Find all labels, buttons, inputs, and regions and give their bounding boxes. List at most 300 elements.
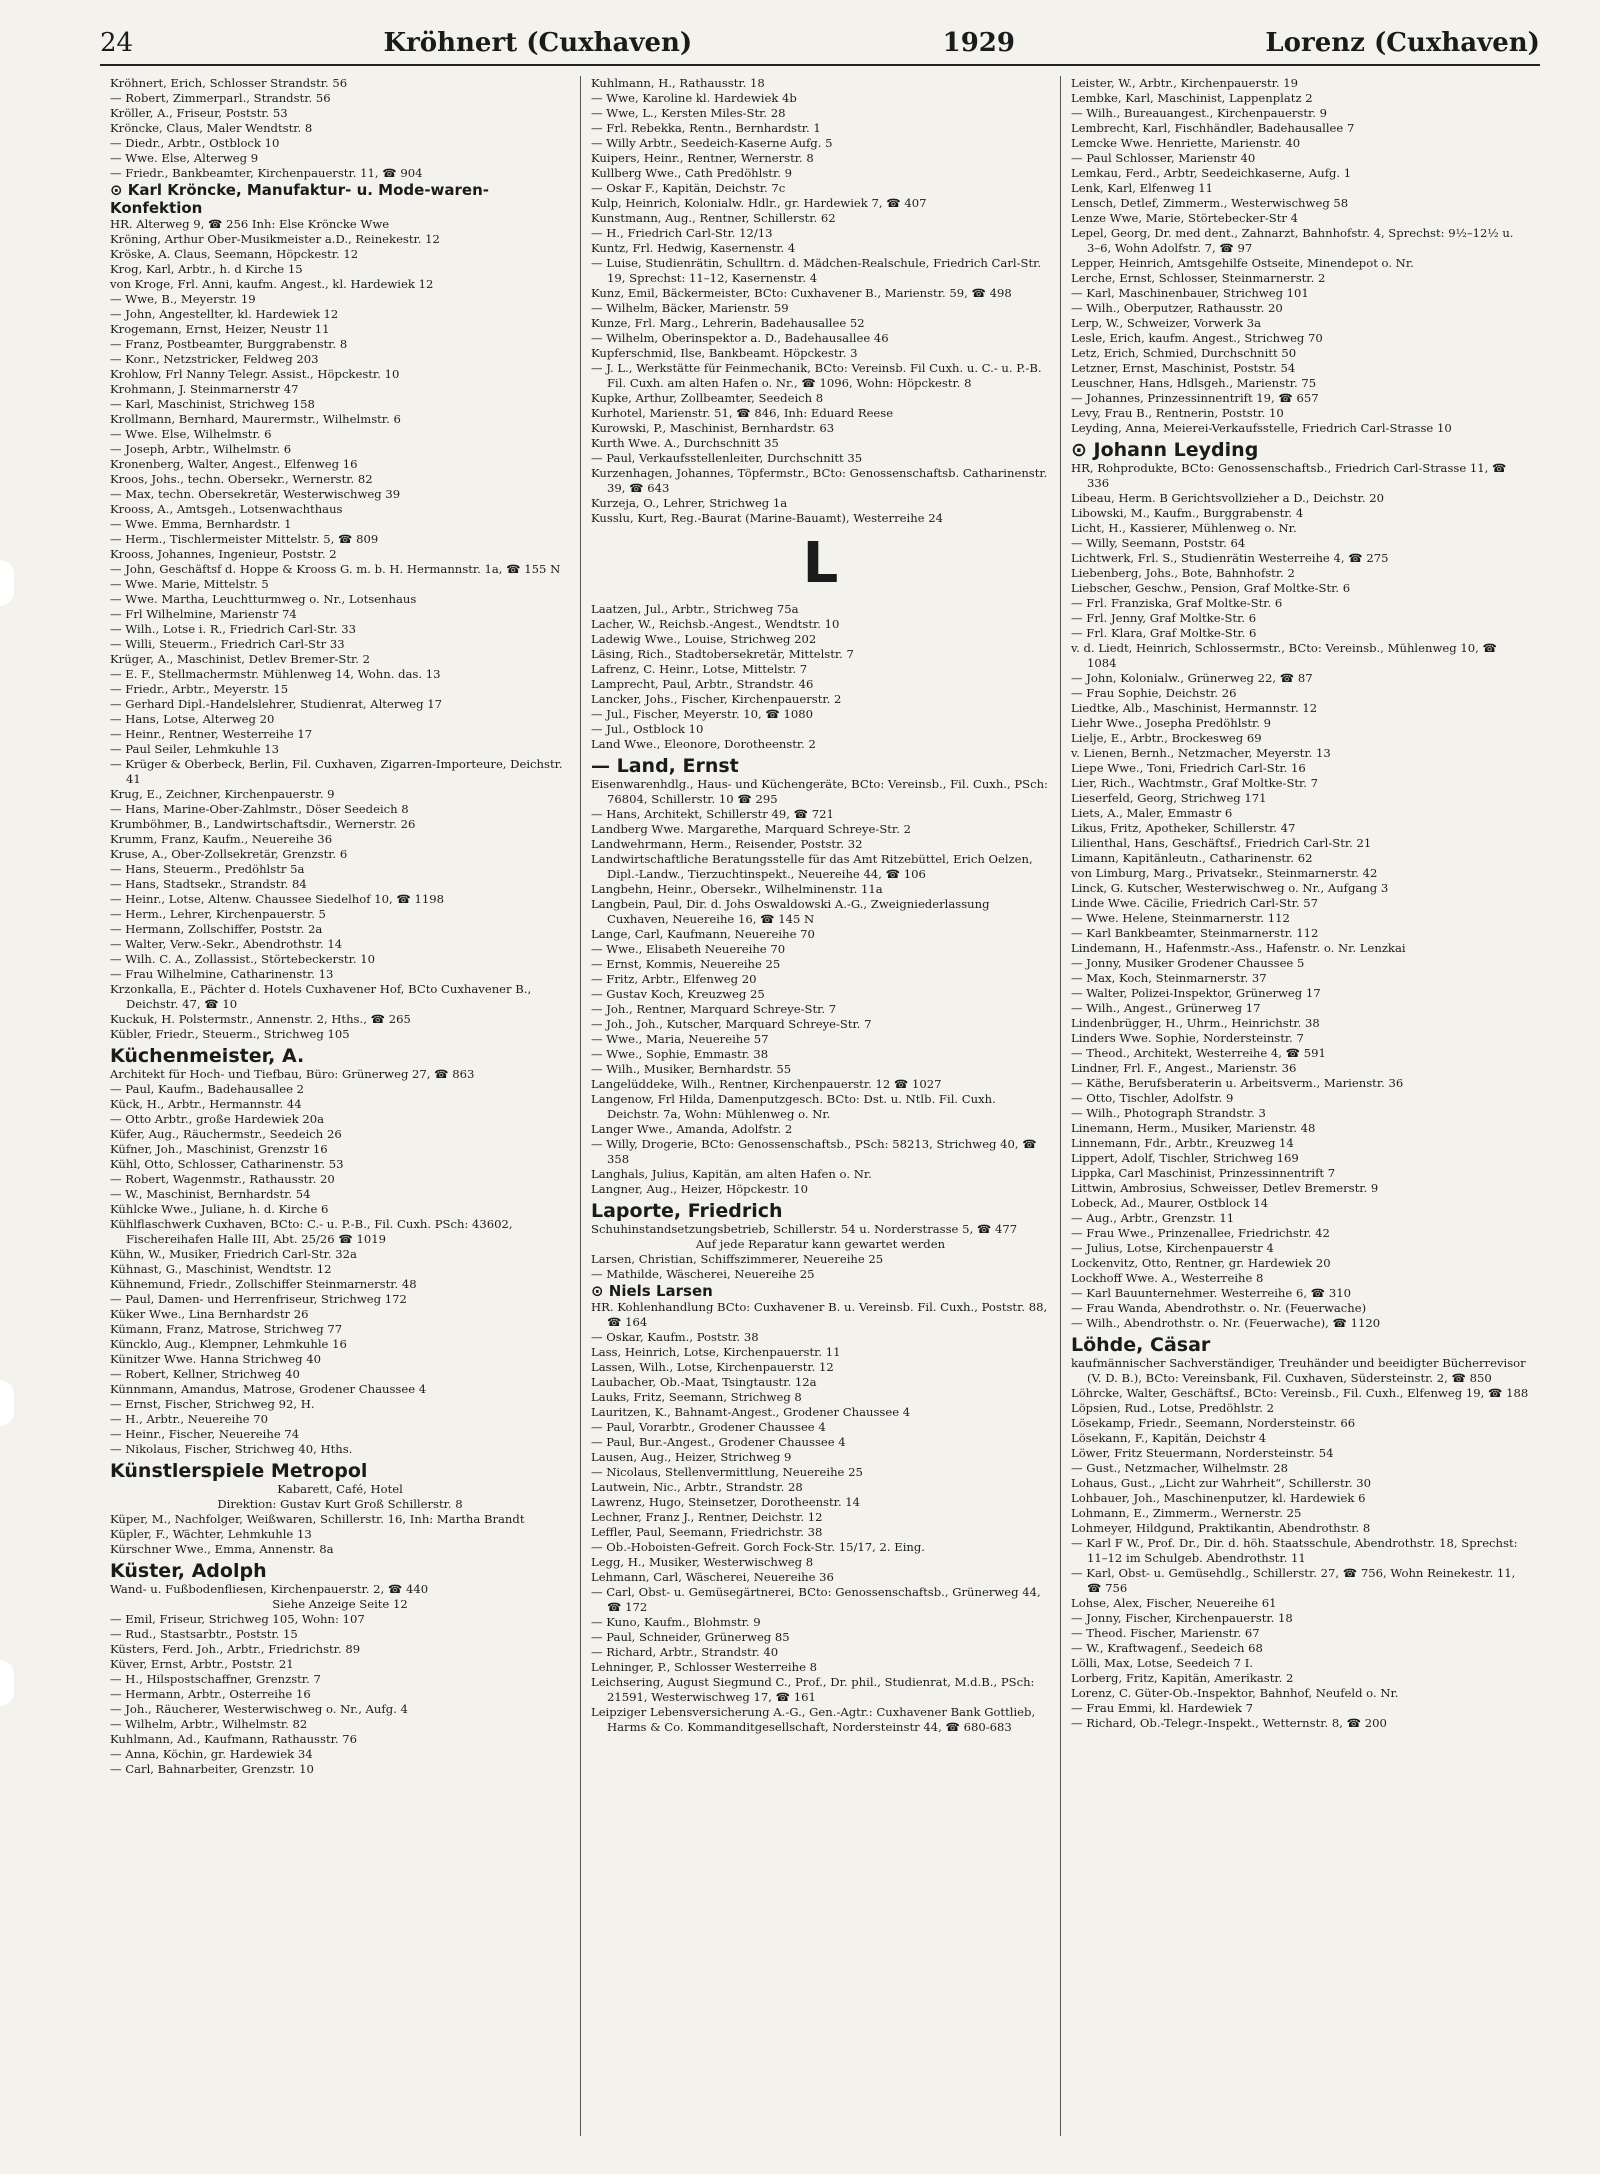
directory-entry: — Käthe, Berufsberaterin u. Arbeitsverm., Marienstr. 36	[1071, 1076, 1404, 1090]
directory-entry: Lauritzen, K., Bahnamt-Angest., Grodener Chaussee 4	[591, 1405, 911, 1419]
directory-entry: — Frau Sophie, Deichstr. 26	[1071, 686, 1237, 700]
left-running-title: Kröhnert (Cuxhaven)	[383, 28, 693, 58]
directory-entry: Kuhlmann, Ad., Kaufmann, Rathausstr. 76	[110, 1732, 358, 1746]
display-entry: ⊙ Johann Leyding	[1071, 439, 1259, 461]
directory-entry: Larsen, Christian, Schiffszimmerer, Neuereihe 25	[591, 1252, 884, 1266]
directory-entry: — Wilh., Musiker, Bernhardstr. 55	[591, 1062, 792, 1076]
directory-entry: — Franz, Postbeamter, Burggrabenstr. 8	[110, 337, 348, 351]
directory-entry: Lölli, Max, Lotse, Seedeich 7 I.	[1071, 1656, 1254, 1670]
entry-note: Direktion: Gustav Kurt Groß Schillerstr. 8	[217, 1497, 463, 1511]
directory-entry: — Karl, Maschinenbauer, Strichweg 101	[1071, 286, 1309, 300]
directory-entry: — Wwe, L., Kersten Miles-Str. 28	[591, 106, 786, 120]
directory-entry: Küker Wwe., Lina Bernhardstr 26	[110, 1307, 309, 1321]
directory-entry: Wand- u. Fußbodenfliesen, Kirchenpauerstr. 2, ☎ 440	[110, 1582, 429, 1596]
directory-entry: — Max, techn. Obersekretär, Westerwischweg 39	[110, 487, 401, 501]
punch-hole	[0, 1380, 14, 1426]
directory-entry: Lorberg, Fritz, Kapitän, Amerikastr. 2	[1071, 1671, 1294, 1685]
directory-entry: — Krüger & Oberbeck, Berlin, Fil. Cuxhaven, Zigarren-Importeure, Deichstr. 41	[110, 757, 563, 786]
directory-entry: — Frl. Klara, Graf Moltke-Str. 6	[1071, 626, 1257, 640]
display-entry: ⊙ Niels Larsen	[591, 1282, 713, 1300]
entry-note: Auf jede Reparatur kann gewartet werden	[695, 1237, 946, 1251]
directory-entry: Lemkau, Ferd., Arbtr, Seedeichkaserne, Aufg. 1	[1071, 166, 1352, 180]
directory-entry: Linemann, Herm., Musiker, Marienstr. 48	[1071, 1121, 1316, 1135]
directory-entry: — Hans, Marine-Ober-Zahlmstr., Döser Seedeich 8	[110, 802, 409, 816]
directory-entry: Licht, H., Kassierer, Mühlenweg o. Nr.	[1071, 521, 1297, 535]
directory-entry: Liepe Wwe., Toni, Friedrich Carl-Str. 16	[1071, 761, 1306, 775]
directory-entry: — Paul, Bur.-Angest., Grodener Chaussee 4	[591, 1435, 846, 1449]
directory-entry: — Wwe. Else, Wilhelmstr. 6	[110, 427, 272, 441]
directory-entry: Lindner, Frl. F., Angest., Marienstr. 36	[1071, 1061, 1297, 1075]
directory-entry: Kullberg Wwe., Cath Predöhlstr. 9	[591, 166, 792, 180]
directory-entry: — Wilh., Angest., Grünerweg 17	[1071, 1001, 1261, 1015]
directory-entry: Kuipers, Heinr., Rentner, Wernerstr. 8	[591, 151, 814, 165]
directory-entry: — Joh., Räucherer, Westerwischweg o. Nr., Aufg. 4	[110, 1702, 408, 1716]
directory-entry: Lawrenz, Hugo, Steinsetzer, Dorotheenstr. 14	[591, 1495, 861, 1509]
directory-entry: — J. L., Werkstätte für Feinmechanik, BCto: Vereinsb. Fil Cuxh. u. C.- u. P.-B. Fil. Cuxh. am alten Hafen o. Nr., ☎ 1096, Wohn: Höpckestr. 8	[591, 361, 1042, 390]
directory-entry: Lassen, Wilh., Lotse, Kirchenpauerstr. 12	[591, 1360, 834, 1374]
directory-entry: — Heinr., Fischer, Neuereihe 74	[110, 1427, 300, 1441]
directory-entry: — Wilh., Abendrothstr. o. Nr. (Feuerwache), ☎ 1120	[1071, 1316, 1381, 1330]
directory-entry: — Wilh., Oberputzer, Rathausstr. 20	[1071, 301, 1283, 315]
directory-entry: — W., Maschinist, Bernhardstr. 54	[110, 1187, 311, 1201]
directory-entry: Kuntz, Frl. Hedwig, Kasernenstr. 4	[591, 241, 796, 255]
directory-entry: — Wwe. Martha, Leuchtturmweg o. Nr., Lotsenhaus	[110, 592, 417, 606]
directory-entry: Kurzeja, O., Lehrer, Strichweg 1a	[591, 496, 788, 510]
directory-entry: Krüger, A., Maschinist, Detlev Bremer-Str. 2	[110, 652, 371, 666]
directory-entry: Kühlflaschwerk Cuxhaven, BCto: C.- u. P.-B., Fil. Cuxh. PSch: 43602, Fischereihafen Halle III, Abt. 25/26 ☎ 1019	[110, 1217, 513, 1246]
directory-entry: — Carl, Bahnarbeiter, Grenzstr. 10	[110, 1762, 314, 1776]
directory-entry: — H., Friedrich Carl-Str. 12/13	[591, 226, 773, 240]
directory-entry: — Friedr., Bankbeamter, Kirchenpauerstr. 11, ☎ 904	[110, 166, 423, 180]
directory-entry: HR. Alterweg 9, ☎ 256 Inh: Else Kröncke Wwe	[110, 217, 390, 231]
directory-entry: Kübler, Friedr., Steuerm., Strichweg 105	[110, 1027, 350, 1041]
directory-entry: Leffler, Paul, Seemann, Friedrichstr. 38	[591, 1525, 823, 1539]
directory-entry: Letz, Erich, Schmied, Durchschnitt 50	[1071, 346, 1297, 360]
directory-entry: Lausen, Aug., Heizer, Strichweg 9	[591, 1450, 792, 1464]
directory-entry: — W., Kraftwagenf., Seedeich 68	[1071, 1641, 1263, 1655]
directory-entry: Kunstmann, Aug., Rentner, Schillerstr. 62	[591, 211, 836, 225]
directory-entry: Lippka, Carl Maschinist, Prinzessinnentrift 7	[1071, 1166, 1336, 1180]
directory-entry: — Theod., Architekt, Westerreihe 4, ☎ 591	[1071, 1046, 1326, 1060]
directory-entry: — Wilh., Lotse i. R., Friedrich Carl-Str. 33	[110, 622, 357, 636]
year: 1929	[942, 28, 1015, 58]
directory-entry: — Julius, Lotse, Kirchenpauerstr 4	[1071, 1241, 1274, 1255]
directory-entry: Lieserfeld, Georg, Strichweg 171	[1071, 791, 1267, 805]
directory-entry: — John, Angestellter, kl. Hardewiek 12	[110, 307, 339, 321]
directory-entry: Laatzen, Jul., Arbtr., Strichweg 75a	[591, 602, 799, 616]
directory-entry: Eisenwarenhdlg., Haus- und Küchengeräte, BCto: Vereinsb., Fil. Cuxh., PSch: 76804, Schillerstr. 10 ☎ 295	[591, 777, 1048, 806]
display-entry: Löhde, Cäsar	[1071, 1334, 1211, 1356]
directory-entry: Architekt für Hoch- und Tiefbau, Büro: Grünerweg 27, ☎ 863	[110, 1067, 475, 1081]
directory-entry: Krohmann, J. Steinmarnerstr 47	[110, 382, 299, 396]
directory-entry: Ladewig Wwe., Louise, Strichweg 202	[591, 632, 817, 646]
directory-entry: Liehr Wwe., Josepha Predöhlstr. 9	[1071, 716, 1272, 730]
directory-entry: — Robert, Wagenmstr., Rathausstr. 20	[110, 1172, 335, 1186]
directory-entry: Lesle, Erich, kaufm. Angest., Strichweg 70	[1071, 331, 1323, 345]
directory-entry: Krollmann, Bernhard, Maurermstr., Wilhelmstr. 6	[110, 412, 401, 426]
directory-entry: Kulp, Heinrich, Kolonialw. Hdlr., gr. Hardewiek 7, ☎ 407	[591, 196, 927, 210]
directory-entry: von Limburg, Marg., Privatsekr., Steinmarnerstr. 42	[1071, 866, 1378, 880]
directory-entry: Lohaus, Gust., „Licht zur Wahrheit“, Schillerstr. 30	[1071, 1476, 1372, 1490]
directory-entry: — Willi, Steuerm., Friedrich Carl-Str 33	[110, 637, 345, 651]
directory-entry: Laubacher, Ob.-Maat, Tsingtaustr. 12a	[591, 1375, 817, 1389]
directory-entry: — Jonny, Fischer, Kirchenpauerstr. 18	[1071, 1611, 1293, 1625]
directory-entry: Kühnast, G., Maschinist, Wendtstr. 12	[110, 1262, 332, 1276]
page-header	[100, 28, 1540, 66]
right-running-title: Lorenz (Cuxhaven)	[1265, 28, 1540, 58]
directory-entry: — Oskar, Kaufm., Poststr. 38	[591, 1330, 759, 1344]
punch-hole	[0, 560, 14, 606]
directory-entry: Krooss, A., Amtsgeh., Lotsenwachthaus	[110, 502, 343, 516]
directory-entry: — Otto Arbtr., große Hardewiek 20a	[110, 1112, 325, 1126]
directory-entry: — Frau Emmi, kl. Hardewiek 7	[1071, 1701, 1253, 1715]
directory-entry: — Luise, Studienrätin, Schulltrn. d. Mädchen-Realschule, Friedrich Carl-Str. 19, Sprechst: 11–12, Kasernenstr. 4	[591, 256, 1042, 285]
directory-entry: Kroos, Johs., techn. Obersekr., Wernerstr. 82	[110, 472, 373, 486]
directory-entry: Linde Wwe. Cäcilie, Friedrich Carl-Str. 57	[1071, 896, 1318, 910]
directory-entry: — Friedr., Arbtr., Meyerstr. 15	[110, 682, 289, 696]
directory-entry: Schuhinstandsetzungsbetrieb, Schillerstr. 54 u. Norderstrasse 5, ☎ 477	[591, 1222, 1018, 1236]
directory-entry: Krogemann, Ernst, Heizer, Neustr 11	[110, 322, 330, 336]
directory-entry: — Kuno, Kaufm., Blohmstr. 9	[591, 1615, 761, 1629]
directory-entry: HR, Rohprodukte, BCto: Genossenschaftsb., Friedrich Carl-Strasse 11, ☎ 336	[1071, 461, 1507, 490]
directory-entry: — Theod. Fischer, Marienstr. 67	[1071, 1626, 1260, 1640]
directory-entry: Linck, G. Kutscher, Westerwischweg o. Nr., Aufgang 3	[1071, 881, 1389, 895]
directory-entry: — Ernst, Kommis, Neuereihe 25	[591, 957, 781, 971]
display-entry: Küster, Adolph	[110, 1560, 267, 1582]
directory-entry: Liebenberg, Johs., Bote, Bahnhofstr. 2	[1071, 566, 1295, 580]
directory-entry: Küver, Ernst, Arbtr., Poststr. 21	[110, 1657, 294, 1671]
directory-entry: — Mathilde, Wäscherei, Neuereihe 25	[591, 1267, 815, 1281]
column-3	[1060, 76, 1540, 2136]
directory-entry: Lancker, Johs., Fischer, Kirchenpauerstr. 2	[591, 692, 842, 706]
directory-entry: — Rud., Stastsarbtr., Poststr. 15	[110, 1627, 298, 1641]
directory-entry: Liedtke, Alb., Maschinist, Hermannstr. 12	[1071, 701, 1318, 715]
directory-entry: Kühn, W., Musiker, Friedrich Carl-Str. 32a	[110, 1247, 357, 1261]
directory-entry: — Wilhelm, Bäcker, Marienstr. 59	[591, 301, 789, 315]
directory-entry: — Walter, Verw.-Sekr., Abendrothstr. 14	[110, 937, 343, 951]
directory-entry: — Frl Wilhelmine, Marienstr 74	[110, 607, 297, 621]
directory-entry: Libowski, M., Kaufm., Burggrabenstr. 4	[1071, 506, 1304, 520]
directory-entry: — Paul, Vorarbtr., Grodener Chaussee 4	[591, 1420, 826, 1434]
directory-entry: HR. Kohlenhandlung BCto: Cuxhavener B. u. Vereinsb. Fil. Cuxh., Poststr. 88, ☎ 164	[591, 1300, 1048, 1329]
directory-entry: — Aug., Arbtr., Grenzstr. 11	[1071, 1211, 1235, 1225]
directory-entry: — E. F., Stellmachermstr. Mühlenweg 14, Wohn. das. 13	[110, 667, 441, 681]
directory-entry: Lindenbrügger, H., Uhrm., Heinrichstr. 38	[1071, 1016, 1320, 1030]
display-entry: ⊙ Karl Kröncke, Manufaktur- u. Mode-waren-Konfektion	[110, 181, 490, 217]
directory-entry: Lechner, Franz J., Rentner, Deichstr. 12	[591, 1510, 823, 1524]
directory-entry: Lier, Rich., Wachtmstr., Graf Moltke-Str. 7	[1071, 776, 1319, 790]
directory-entry: — Karl Bauunternehmer. Westerreihe 6, ☎ 310	[1071, 1286, 1351, 1300]
directory-entry: — Emil, Friseur, Strichweg 105, Wohn: 107	[110, 1612, 365, 1626]
directory-entry: — Wwe. Marie, Mittelstr. 5	[110, 577, 269, 591]
directory-entry: Lobeck, Ad., Maurer, Ostblock 14	[1071, 1196, 1269, 1210]
display-entry: Künstlerspiele Metropol	[110, 1460, 368, 1482]
punch-hole	[0, 1660, 14, 1706]
directory-entry: Küpler, F., Wächter, Lehmkuhle 13	[110, 1527, 312, 1541]
directory-entry: Lockhoff Wwe. A., Westerreihe 8	[1071, 1271, 1264, 1285]
directory-entry: Langer Wwe., Amanda, Adolfstr. 2	[591, 1122, 793, 1136]
directory-entry: — Paul Schlosser, Marienstr 40	[1071, 151, 1256, 165]
directory-entry: — Ernst, Fischer, Strichweg 92, H.	[110, 1397, 315, 1411]
directory-entry: Kröncke, Claus, Maler Wendtstr. 8	[110, 121, 313, 135]
directory-entry: — Paul, Verkaufsstellenleiter, Durchschnitt 35	[591, 451, 863, 465]
directory-entry: Landwehrmann, Herm., Reisender, Poststr. 32	[591, 837, 863, 851]
directory-entry: Kusslu, Kurt, Reg.-Baurat (Marine-Bauamt), Westerreihe 24	[591, 511, 943, 525]
display-entry: Küchenmeister, A.	[110, 1045, 305, 1067]
directory-entry: — Wwe. Else, Alterweg 9	[110, 151, 259, 165]
directory-entry: Leister, W., Arbtr., Kirchenpauerstr. 19	[1071, 76, 1299, 90]
directory-entry: Küncklo, Aug., Klempner, Lehmkuhle 16	[110, 1337, 347, 1351]
directory-entry: Lindemann, H., Hafenmstr.-Ass., Hafenstr. o. Nr. Lenzkai	[1071, 941, 1406, 955]
directory-entry: Krooss, Johannes, Ingenieur, Poststr. 2	[110, 547, 337, 561]
directory-entry: — John, Kolonialw., Grünerweg 22, ☎ 87	[1071, 671, 1313, 685]
directory-entry: Landwirtschaftliche Beratungsstelle für das Amt Ritzebüttel, Erich Oelzen, Dipl.-Landw., Tierzuchtinspekt., Neuereihe 44, ☎ 106	[591, 852, 1033, 881]
directory-entry: Liets, A., Maler, Emmastr 6	[1071, 806, 1233, 820]
directory-entry: Krohlow, Frl Nanny Telegr. Assist., Höpckestr. 10	[110, 367, 400, 381]
directory-entry: Landberg Wwe. Margarethe, Marquard Schreye-Str. 2	[591, 822, 911, 836]
directory-entry: — Joh., Joh., Kutscher, Marquard Schreye-Str. 7	[591, 1017, 872, 1031]
directory-entry: — Carl, Obst- u. Gemüsegärtnerei, BCto: Genossenschaftsb., Grünerweg 44, ☎ 172	[591, 1585, 1041, 1614]
directory-entry: Linders Wwe. Sophie, Nordersteinstr. 7	[1071, 1031, 1304, 1045]
directory-entry: Lippert, Adolf, Tischler, Strichweg 169	[1071, 1151, 1299, 1165]
directory-entry: — Heinr., Lotse, Altenw. Chaussee Siedelhof 10, ☎ 1198	[110, 892, 444, 906]
directory-entry: — Paul Seiler, Lehmkuhle 13	[110, 742, 280, 756]
directory-entry: Leipziger Lebensversicherung A.-G., Gen.-Agtr.: Cuxhavener Bank Gottlieb, Harms & Co. Kommanditgesellschaft, Nordersteinstr 44, ☎ 680-683	[591, 1705, 1036, 1734]
directory-entry: — Frl. Franziska, Graf Moltke-Str. 6	[1071, 596, 1283, 610]
directory-entry: Langbein, Paul, Dir. d. Johs Oswaldowski A.-G., Zweigniederlassung Cuxhaven, Neuereihe 16, ☎ 145 N	[591, 897, 990, 926]
directory-entry: Langenow, Frl Hilda, Damenputzgesch. BCto: Dst. u. Ntlb. Fil. Cuxh. Deichstr. 7a, Wohn: Mühlenweg o. Nr.	[591, 1092, 996, 1121]
directory-entry: — Frau Wanda, Abendrothstr. o. Nr. (Feuerwache)	[1071, 1301, 1367, 1315]
directory-entry: — Herm., Lehrer, Kirchenpauerstr. 5	[110, 907, 326, 921]
directory-entry: Krzonkalla, E., Pächter d. Hotels Cuxhavener Hof, BCto Cuxhavener B., Deichstr. 47, ☎ 10	[110, 982, 532, 1011]
directory-entry: — Karl, Maschinist, Strichweg 158	[110, 397, 315, 411]
directory-entry: Lass, Heinrich, Lotse, Kirchenpauerstr. 11	[591, 1345, 841, 1359]
directory-entry: — Johannes, Prinzessinnentrift 19, ☎ 657	[1071, 391, 1319, 405]
directory-entry: — Gustav Koch, Kreuzweg 25	[591, 987, 765, 1001]
directory-entry: Kühlcke Wwe., Juliane, h. d. Kirche 6	[110, 1202, 329, 1216]
directory-entry: Lilienthal, Hans, Geschäftsf., Friedrich Carl-Str. 21	[1071, 836, 1372, 850]
directory-entry: Lockenvitz, Otto, Rentner, gr. Hardewiek 20	[1071, 1256, 1331, 1270]
directory-entry: — Otto, Tischler, Adolfstr. 9	[1071, 1091, 1234, 1105]
entry-note: Siehe Anzeige Seite 12	[272, 1597, 408, 1611]
directory-entry: — Frau Wwe., Prinzenallee, Friedrichstr. 42	[1071, 1226, 1330, 1240]
directory-entry: — John, Geschäftsf d. Hoppe & Krooss G. m. b. H. Hermannstr. 1a, ☎ 155 N	[110, 562, 561, 576]
directory-entry: Lohbauer, Joh., Maschinenputzer, kl. Hardewiek 6	[1071, 1491, 1366, 1505]
directory-entry: Lenze Wwe, Marie, Störtebecker-Str 4	[1071, 211, 1298, 225]
directory-entry: — Diedr., Arbtr., Ostblock 10	[110, 136, 280, 150]
directory-entry: — Fritz, Arbtr., Elfenweg 20	[591, 972, 757, 986]
directory-entry: Küper, M., Nachfolger, Weißwaren, Schillerstr. 16, Inh: Martha Brandt	[110, 1512, 525, 1526]
directory-entry: — Heinr., Rentner, Westerreihe 17	[110, 727, 313, 741]
directory-entry: — Paul, Schneider, Grünerweg 85	[591, 1630, 790, 1644]
directory-entry: — Willy Arbtr., Seedeich-Kaserne Aufg. 5	[591, 136, 833, 150]
directory-entry: Limann, Kapitänleutn., Catharinenstr. 62	[1071, 851, 1313, 865]
directory-entry: Libeau, Herm. B Gerichtsvollzieher a D., Deichstr. 20	[1071, 491, 1385, 505]
directory-entry: — Frau Wilhelmine, Catharinenstr. 13	[110, 967, 334, 981]
directory-entry: — Wwe. Helene, Steinmarnerstr. 112	[1071, 911, 1290, 925]
directory-entry: Littwin, Ambrosius, Schweisser, Detlev Bremerstr. 9	[1071, 1181, 1379, 1195]
directory-entry: — Konr., Netzstricker, Feldweg 203	[110, 352, 319, 366]
directory-entry: Kruse, A., Ober-Zollsekretär, Grenzstr. 6	[110, 847, 348, 861]
directory-entry: Krug, E., Zeichner, Kirchenpauerstr. 9	[110, 787, 335, 801]
directory-entry: Küsters, Ferd. Joh., Arbtr., Friedrichstr. 89	[110, 1642, 361, 1656]
directory-entry: v. d. Liedt, Heinrich, Schlossermstr., BCto: Vereinsb., Mühlenweg 10, ☎ 1084	[1071, 641, 1497, 670]
directory-entry: — Wilh., Bureauangest., Kirchenpauerstr. 9	[1071, 106, 1328, 120]
directory-entry: v. Lienen, Bernh., Netzmacher, Meyerstr. 13	[1071, 746, 1331, 760]
display-entry: Laporte, Friedrich	[591, 1200, 783, 1222]
directory-entry: Lichtwerk, Frl. S., Studienrätin Westerreihe 4, ☎ 275	[1071, 551, 1389, 565]
directory-entry: — Joh., Rentner, Marquard Schreye-Str. 7	[591, 1002, 837, 1016]
directory-entry: — Karl F W., Prof. Dr., Dir. d. höh. Staatsschule, Abendrothstr. 18, Sprechst: 11–12 im Schulgeb. Abendrothstr. 11	[1071, 1536, 1518, 1565]
directory-entry: — Gerhard Dipl.-Handelslehrer, Studienrat, Alterweg 17	[110, 697, 443, 711]
directory-entry: — Hans, Steuerm., Predöhlstr 5a	[110, 862, 305, 876]
directory-entry: Kühnemund, Friedr., Zollschiffer Steinmarnerstr. 48	[110, 1277, 417, 1291]
directory-entry: Kunz, Emil, Bäckermeister, BCto: Cuxhavener B., Marienstr. 59, ☎ 498	[591, 286, 1012, 300]
directory-entry: — Hermann, Arbtr., Osterreihe 16	[110, 1687, 311, 1701]
directory-entry: Krog, Karl, Arbtr., h. d Kirche 15	[110, 262, 303, 276]
directory-entry: — H., Arbtr., Neuereihe 70	[110, 1412, 268, 1426]
section-letter: L	[802, 531, 839, 596]
directory-entry: — Robert, Zimmerparl., Strandstr. 56	[110, 91, 331, 105]
directory-entry: Lösekamp, Friedr., Seemann, Nordersteinstr. 66	[1071, 1416, 1356, 1430]
directory-entry: — Joseph, Arbtr., Wilhelmstr. 6	[110, 442, 292, 456]
directory-entry: — Hans, Lotse, Alterweg 20	[110, 712, 275, 726]
directory-entry: — Paul, Damen- und Herrenfriseur, Strichweg 172	[110, 1292, 407, 1306]
directory-entry: Künitzer Wwe. Hanna Strichweg 40	[110, 1352, 321, 1366]
directory-entry: Löhrcke, Walter, Geschäftsf., BCto: Vereinsb., Fil. Cuxh., Elfenweg 19, ☎ 188	[1071, 1386, 1529, 1400]
display-entry: — Land, Ernst	[591, 755, 739, 777]
directory-entry: Kühl, Otto, Schlosser, Catharinenstr. 53	[110, 1157, 344, 1171]
directory-entry: Langbehn, Heinr., Obersekr., Wilhelminenstr. 11a	[591, 882, 883, 896]
directory-entry: — Wilhelm, Arbtr., Wilhelmstr. 82	[110, 1717, 308, 1731]
directory-entry: Lorenz, C. Güter-Ob.-Inspektor, Bahnhof, Neufeld o. Nr.	[1071, 1686, 1399, 1700]
directory-entry: Kunze, Frl. Marg., Lehrerin, Badehausallee 52	[591, 316, 865, 330]
directory-entry: — Jul., Fischer, Meyerstr. 10, ☎ 1080	[591, 707, 814, 721]
directory-entry: Lösekann, F., Kapitän, Deichstr 4	[1071, 1431, 1267, 1445]
directory-entry: Land Wwe., Eleonore, Dorotheenstr. 2	[591, 737, 816, 751]
directory-entry: Leuschner, Hans, Hdlsgeh., Marienstr. 75	[1071, 376, 1317, 390]
directory-entry: Lepel, Georg, Dr. med dent., Zahnarzt, Bahnhofstr. 4, Sprechst: 9½–12½ u. 3–6, Wohn Adolfstr. 7, ☎ 97	[1071, 226, 1514, 255]
directory-entry: Lohmeyer, Hildgund, Praktikantin, Abendrothstr. 8	[1071, 1521, 1371, 1535]
directory-entry: Krumböhmer, B., Landwirtschaftsdir., Wernerstr. 26	[110, 817, 416, 831]
directory-entry: Letzner, Ernst, Maschinist, Poststr. 54	[1071, 361, 1296, 375]
directory-entry: — Jul., Ostblock 10	[591, 722, 704, 736]
directory-entry: Küfer, Aug., Räuchermstr., Seedeich 26	[110, 1127, 342, 1141]
directory-entry: — Wilhelm, Oberinspektor a. D., Badehausallee 46	[591, 331, 889, 345]
directory-entry: — Wwe. Emma, Bernhardstr. 1	[110, 517, 292, 531]
directory-entry: Krumm, Franz, Kaufm., Neuereihe 36	[110, 832, 333, 846]
directory-entry: von Kroge, Frl. Anni, kaufm. Angest., kl. Hardewiek 12	[110, 277, 434, 291]
directory-entry: — Wilh., Photograph Strandstr. 3	[1071, 1106, 1266, 1120]
directory-entry: — Jonny, Musiker Grodener Chaussee 5	[1071, 956, 1305, 970]
directory-entry: Leichsering, August Siegmund C., Prof., Dr. phil., Studienrat, M.d.B., PSch: 21591, Westerwischweg 17, ☎ 161	[591, 1675, 1035, 1704]
directory-entry: — Robert, Kellner, Strichweg 40	[110, 1367, 300, 1381]
column-1	[100, 76, 580, 2136]
directory-entry: Kronenberg, Walter, Angest., Elfenweg 16	[110, 457, 358, 471]
directory-entry: — Paul, Kaufm., Badehausallee 2	[110, 1082, 305, 1096]
directory-entry: Linnemann, Fdr., Arbtr., Kreuzweg 14	[1071, 1136, 1294, 1150]
directory-entry: — Wwe., Elisabeth Neuereihe 70	[591, 942, 786, 956]
directory-entry: Lafrenz, C. Heinr., Lotse, Mittelstr. 7	[591, 662, 808, 676]
directory-entry: Lehmann, Carl, Wäscherei, Neuereihe 36	[591, 1570, 834, 1584]
directory-entry: — Anna, Köchin, gr. Hardewiek 34	[110, 1747, 313, 1761]
directory-entry: Lacher, W., Reichsb.-Angest., Wendtstr. 10	[591, 617, 840, 631]
directory-entry: Liebscher, Geschw., Pension, Graf Moltke-Str. 6	[1071, 581, 1351, 595]
directory-entry: Levy, Frau B., Rentnerin, Poststr. 10	[1071, 406, 1284, 420]
directory-entry: Kümann, Franz, Matrose, Strichweg 77	[110, 1322, 343, 1336]
directory-entry: Kuhlmann, H., Rathausstr. 18	[591, 76, 765, 90]
directory-entry: Lembke, Karl, Maschinist, Lappenplatz 2	[1071, 91, 1313, 105]
directory-entry: Lemcke Wwe. Henriette, Marienstr. 40	[1071, 136, 1301, 150]
directory-entry: Lenk, Karl, Elfenweg 11	[1071, 181, 1214, 195]
directory-entry: Künnmann, Amandus, Matrose, Grodener Chaussee 4	[110, 1382, 427, 1396]
entry-note: Kabarett, Café, Hotel	[277, 1482, 403, 1496]
directory-entry: Lohse, Alex, Fischer, Neuereihe 61	[1071, 1596, 1277, 1610]
directory-entry: Kurowski, P., Maschinist, Bernhardstr. 63	[591, 421, 835, 435]
directory-entry: — Karl, Obst- u. Gemüsehdlg., Schillerstr. 27, ☎ 756, Wohn Reinekestr. 11, ☎ 756	[1071, 1566, 1516, 1595]
directory-entry: Kurhotel, Marienstr. 51, ☎ 846, Inh: Eduard Reese	[591, 406, 894, 420]
directory-entry: Kröller, A., Friseur, Poststr. 53	[110, 106, 288, 120]
directory-entry: kaufmännischer Sachverständiger, Treuhänder und beeidigter Bücherrevisor (V. D. B.), BCto: Vereinsbank, Fil. Cuxhaven, Südersteinstr. 2, ☎ 850	[1071, 1356, 1526, 1385]
directory-entry: Kuckuk, H. Polstermstr., Annenstr. 2, Hths., ☎ 265	[110, 1012, 411, 1026]
directory-entry: — Hans, Architekt, Schillerstr 49, ☎ 721	[591, 807, 834, 821]
directory-entry: — Richard, Ob.-Telegr.-Inspekt., Wetternstr. 8, ☎ 200	[1071, 1716, 1387, 1730]
directory-entry: — Nicolaus, Stellenvermittlung, Neuereihe 25	[591, 1465, 863, 1479]
directory-entry: Langhals, Julius, Kapitän, am alten Hafen o. Nr.	[591, 1167, 872, 1181]
directory-entry: Lange, Carl, Kaufmann, Neuereihe 70	[591, 927, 815, 941]
directory-entry: Lauks, Fritz, Seemann, Strichweg 8	[591, 1390, 802, 1404]
directory-entry: — Wwe., Maria, Neuereihe 57	[591, 1032, 769, 1046]
directory-entry: Kupferschmid, Ilse, Bankbeamt. Höpckestr. 3	[591, 346, 858, 360]
directory-entry: Kupke, Arthur, Zollbeamter, Seedeich 8	[591, 391, 824, 405]
directory-entry: Likus, Fritz, Apotheker, Schillerstr. 47	[1071, 821, 1296, 835]
directory-entry: Lamprecht, Paul, Arbtr., Strandstr. 46	[591, 677, 814, 691]
directory-entry: Lerp, W., Schweizer, Vorwerk 3a	[1071, 316, 1261, 330]
directory-entry: — Ob.-Hoboisten-Gefreit. Gorch Fock-Str. 15/17, 2. Eing.	[591, 1540, 925, 1554]
directory-entry: Lepper, Heinrich, Amtsgehilfe Ostseite, Minendepot o. Nr.	[1071, 256, 1414, 270]
directory-entry: — Frl. Rebekka, Rentn., Bernhardstr. 1	[591, 121, 821, 135]
directory-entry: Kück, H., Arbtr., Hermannstr. 44	[110, 1097, 302, 1111]
directory-entry: Lerche, Ernst, Schlosser, Steinmarnerstr. 2	[1071, 271, 1326, 285]
directory-entry: — Wwe, Karoline kl. Hardewiek 4b	[591, 91, 797, 105]
directory-entry: Lehninger, P., Schlosser Westerreihe 8	[591, 1660, 818, 1674]
directory-entry: Leyding, Anna, Meierei-Verkaufsstelle, Friedrich Carl-Strasse 10	[1071, 421, 1452, 435]
directory-entry: — Wwe, B., Meyerstr. 19	[110, 292, 256, 306]
directory-entry: — Wwe., Sophie, Emmastr. 38	[591, 1047, 769, 1061]
directory-entry: Langner, Aug., Heizer, Höpckestr. 10	[591, 1182, 808, 1196]
directory-entry: — Nikolaus, Fischer, Strichweg 40, Hths.	[110, 1442, 353, 1456]
column-2	[580, 76, 1060, 2136]
directory-entry: Läsing, Rich., Stadtobersekretär, Mittelstr. 7	[591, 647, 854, 661]
directory-entry: Legg, H., Musiker, Westerwischweg 8	[591, 1555, 814, 1569]
directory-entry: Löwer, Fritz Steuermann, Nordersteinstr. 54	[1071, 1446, 1334, 1460]
directory-entry: Lohmann, E., Zimmerm., Wernerstr. 25	[1071, 1506, 1302, 1520]
directory-entry: Kröning, Arthur Ober-Musikmeister a.D., Reinekestr. 12	[110, 232, 440, 246]
directory-entry: — Wilh. C. A., Zollassist., Störtebeckerstr. 10	[110, 952, 375, 966]
directory-entry: — Gust., Netzmacher, Wilhelmstr. 28	[1071, 1461, 1288, 1475]
directory-entry: Lensch, Detlef, Zimmerm., Westerwischweg 58	[1071, 196, 1349, 210]
directory-entry: — Hans, Stadtsekr., Strandstr. 84	[110, 877, 307, 891]
columns	[100, 76, 1540, 2136]
directory-entry: — Herm., Tischlermeister Mittelstr. 5, ☎ 809	[110, 532, 379, 546]
directory-entry: Kröhnert, Erich, Schlosser Strandstr. 56	[110, 76, 348, 90]
directory-entry: Lembrecht, Karl, Fischhändler, Badehausallee 7	[1071, 121, 1355, 135]
directory-entry: Kurzenhagen, Johannes, Töpfermstr., BCto: Genossenschaftsb. Catharinenstr. 39, ☎ 643	[591, 466, 1048, 495]
directory-entry: — Oskar F., Kapitän, Deichstr. 7c	[591, 181, 786, 195]
directory-entry: Löpsien, Rud., Lotse, Predöhlstr. 2	[1071, 1401, 1275, 1415]
directory-entry: Kurth Wwe. A., Durchschnitt 35	[591, 436, 779, 450]
directory-entry: — Willy, Drogerie, BCto: Genossenschaftsb., PSch: 58213, Strichweg 40, ☎ 358	[591, 1137, 1037, 1166]
